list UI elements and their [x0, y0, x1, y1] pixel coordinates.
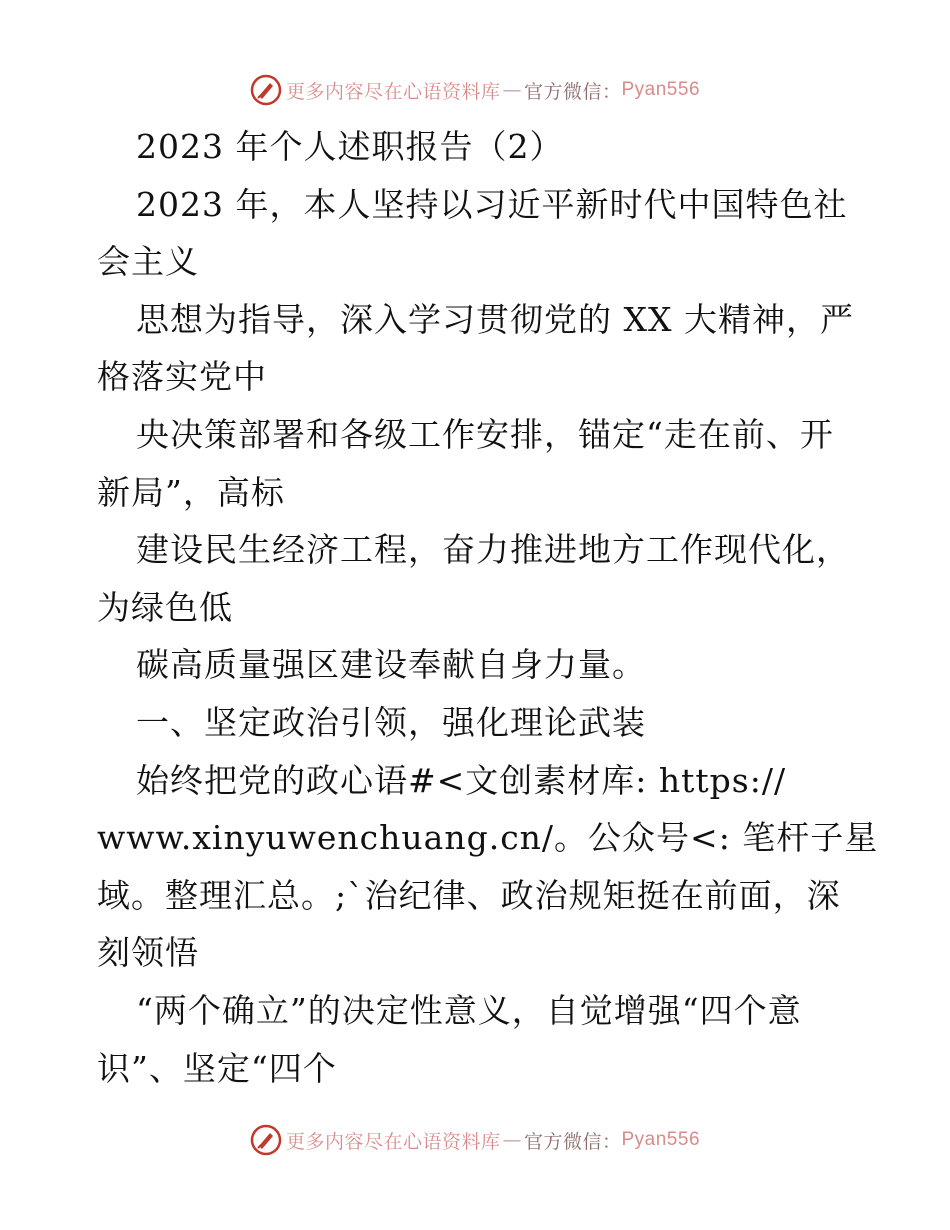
doc-line: “两个确立”的决定性意义，自觉增强“四个意 — [136, 990, 802, 1030]
banner-separator: — — [502, 1129, 522, 1151]
banner-main-text: 更多内容尽在心语资料库 — [285, 80, 501, 103]
pen-nib-logo-icon — [250, 1124, 282, 1156]
doc-line: 思想为指导，深入学习贯彻党的 XX 大精神，严 — [136, 299, 854, 339]
doc-line: 格落实党中 — [97, 357, 267, 397]
doc-line: 识”、坚定“四个 — [97, 1048, 337, 1088]
section-heading: 一、坚定政治引领，强化理论武装 — [136, 702, 646, 742]
banner-wechat-id: Pyan556 — [621, 79, 701, 100]
doc-line: 央决策部署和各级工作安排，锚定“走在前、开 — [136, 414, 834, 454]
doc-line: 会主义 — [97, 242, 199, 282]
doc-line: www.xinyuwenchuang.cn/。公众号<: 笔杆子星 — [97, 818, 879, 858]
footer-banner — [0, 1120, 950, 1160]
banner-wechat-id: Pyan556 — [621, 1129, 701, 1150]
banner-side-text: 官方微信： — [523, 80, 622, 103]
doc-line: 为绿色低 — [97, 587, 233, 627]
header-banner — [0, 70, 950, 110]
doc-line: 2023 年，本人坚持以习近平新时代中国特色社 — [136, 184, 848, 224]
banner-side-text: 官方微信： — [523, 1130, 622, 1153]
doc-line: 碳高质量强区建设奉献自身力量。 — [136, 645, 646, 685]
doc-title: 2023 年个人述职报告（2） — [136, 127, 564, 166]
banner-main-text: 更多内容尽在心语资料库 — [285, 1130, 501, 1153]
doc-line: 始终把党的政心语#<文创素材库: https:// — [136, 760, 787, 800]
doc-line: 刻领悟 — [97, 933, 199, 973]
pen-nib-logo-icon — [250, 74, 282, 106]
doc-line: 建设民生经济工程，奋力推进地方工作现代化， — [136, 530, 850, 570]
doc-line: 域。整理汇总。;`治纪律、政治规矩挺在前面，深 — [97, 875, 841, 915]
doc-line: 新局”，高标 — [97, 472, 285, 512]
banner-separator: — — [502, 79, 522, 101]
document-body — [97, 118, 879, 1097]
